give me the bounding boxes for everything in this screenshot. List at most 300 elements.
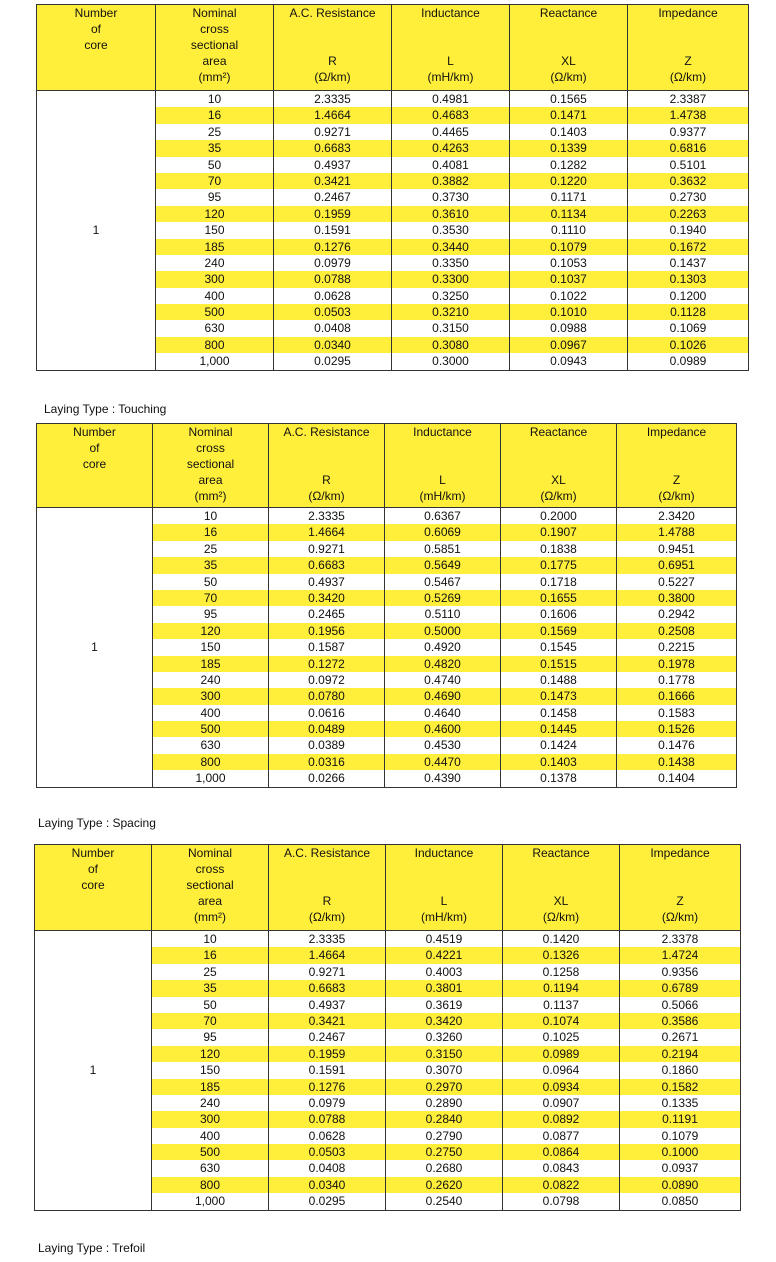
cable-table-trefoil bbox=[34, 844, 741, 1211]
table-cell: 185 bbox=[156, 239, 273, 255]
table-cell: 25 bbox=[156, 124, 273, 140]
header-area: Nominal cross sectional area (mm²) bbox=[156, 5, 274, 91]
table-cell: 0.3421 bbox=[274, 173, 391, 189]
inductance-column bbox=[386, 931, 503, 1211]
table-cell: 0.4937 bbox=[274, 157, 391, 173]
table-cell: 0.4937 bbox=[269, 574, 384, 590]
table-cell: 0.3420 bbox=[269, 590, 384, 606]
table-cell: 0.1200 bbox=[628, 288, 748, 304]
table-cell: 0.1959 bbox=[274, 206, 391, 222]
table-cell: 0.3350 bbox=[392, 255, 509, 271]
table-cell: 1.4724 bbox=[620, 947, 740, 963]
table-cell: 1.4664 bbox=[274, 107, 391, 123]
impedance-column bbox=[617, 508, 737, 788]
table-cell: 0.0788 bbox=[274, 271, 391, 287]
table-cell: 0.9377 bbox=[628, 124, 748, 140]
table-cell: 0.2671 bbox=[620, 1029, 740, 1045]
table-cell: 150 bbox=[156, 222, 273, 238]
table-cell: 0.0989 bbox=[628, 353, 748, 369]
table-cell: 0.1022 bbox=[510, 288, 627, 304]
area-column bbox=[153, 508, 269, 788]
resistance-column bbox=[274, 91, 392, 371]
table-cell: 0.2890 bbox=[386, 1095, 502, 1111]
table-cell: 240 bbox=[153, 672, 268, 688]
table-cell: 16 bbox=[152, 947, 268, 963]
table-cell: 185 bbox=[152, 1079, 268, 1095]
table-cell: 0.0890 bbox=[620, 1177, 740, 1193]
table-cell: 10 bbox=[156, 91, 273, 107]
table-cell: 150 bbox=[153, 639, 268, 655]
table-cell: 0.2508 bbox=[617, 623, 736, 639]
table-cell: 0.1471 bbox=[510, 107, 627, 123]
table-cell: 0.1191 bbox=[620, 1111, 740, 1127]
table-cell: 300 bbox=[153, 688, 268, 704]
table-cell: 0.0389 bbox=[269, 737, 384, 753]
table-cell: 0.0503 bbox=[274, 304, 391, 320]
table-cell: 500 bbox=[152, 1144, 268, 1160]
table-cell: 0.1838 bbox=[501, 541, 616, 557]
table-cell: 2.3420 bbox=[617, 508, 736, 524]
laying-type-caption: Laying Type : Trefoil bbox=[38, 1241, 146, 1255]
table-cell: 0.0489 bbox=[269, 721, 384, 737]
table-cell: 0.0503 bbox=[269, 1144, 385, 1160]
table-cell: 0.6683 bbox=[269, 980, 385, 996]
table-cell: 0.3632 bbox=[628, 173, 748, 189]
table-cell: 16 bbox=[153, 524, 268, 540]
header-area: Nominal cross sectional area (mm²) bbox=[153, 424, 269, 508]
table-cell: 0.1959 bbox=[269, 1046, 385, 1062]
header-reactance: Reactance XL (Ω/km) bbox=[503, 845, 620, 931]
table-cell: 0.0408 bbox=[274, 320, 391, 336]
table-cell: 95 bbox=[152, 1029, 268, 1045]
table-cell: 0.3070 bbox=[386, 1062, 502, 1078]
table-cell: 0.6816 bbox=[628, 140, 748, 156]
table-cell: 0.2194 bbox=[620, 1046, 740, 1062]
table-cell: 0.2970 bbox=[386, 1079, 502, 1095]
table-cell: 0.0295 bbox=[269, 1193, 385, 1209]
header-core: Number of core bbox=[35, 845, 152, 931]
table-cell: 0.3730 bbox=[392, 189, 509, 205]
table-cell: 0.9356 bbox=[620, 964, 740, 980]
table-cell: 0.4221 bbox=[386, 947, 502, 963]
table-cell: 0.1282 bbox=[510, 157, 627, 173]
table-cell: 0.4465 bbox=[392, 124, 509, 140]
table-cell: 0.0340 bbox=[274, 337, 391, 353]
table-cell: 0.4390 bbox=[385, 770, 500, 786]
table-cell: 0.5000 bbox=[385, 623, 500, 639]
table-header bbox=[37, 424, 737, 508]
table-cell: 0.1079 bbox=[510, 239, 627, 255]
table-cell: 0.0850 bbox=[620, 1193, 740, 1209]
core-count: 1 bbox=[37, 91, 156, 371]
resistance-column bbox=[269, 508, 385, 788]
table-cell: 0.2263 bbox=[628, 206, 748, 222]
table-cell: 0.1672 bbox=[628, 239, 748, 255]
table-cell: 0.2680 bbox=[386, 1160, 502, 1176]
table-cell: 0.3882 bbox=[392, 173, 509, 189]
table-cell: 400 bbox=[153, 705, 268, 721]
table-cell: 0.1591 bbox=[274, 222, 391, 238]
table-body bbox=[37, 508, 737, 788]
table-cell: 2.3335 bbox=[274, 91, 391, 107]
table-cell: 0.4640 bbox=[385, 705, 500, 721]
table-cell: 2.3335 bbox=[269, 508, 384, 524]
table-cell: 0.2465 bbox=[269, 606, 384, 622]
table-cell: 240 bbox=[156, 255, 273, 271]
table-cell: 0.1582 bbox=[620, 1079, 740, 1095]
table-cell: 1,000 bbox=[152, 1193, 268, 1209]
header-impedance: Impedance Z (Ω/km) bbox=[620, 845, 741, 931]
table-cell: 95 bbox=[156, 189, 273, 205]
table-cell: 1,000 bbox=[153, 770, 268, 786]
table-cell: 0.6367 bbox=[385, 508, 500, 524]
table-cell: 120 bbox=[156, 206, 273, 222]
table-cell: 0.0408 bbox=[269, 1160, 385, 1176]
table-cell: 120 bbox=[153, 623, 268, 639]
table-cell: 0.0967 bbox=[510, 337, 627, 353]
table-cell: 120 bbox=[152, 1046, 268, 1062]
table-cell: 0.6789 bbox=[620, 980, 740, 996]
header-core: Number of core bbox=[37, 424, 153, 508]
table-cell: 800 bbox=[152, 1177, 268, 1193]
table-cell: 0.1587 bbox=[269, 639, 384, 655]
table-cell: 150 bbox=[152, 1062, 268, 1078]
table-cell: 0.0937 bbox=[620, 1160, 740, 1176]
table-cell: 0.0907 bbox=[503, 1095, 619, 1111]
table-cell: 0.0788 bbox=[269, 1111, 385, 1127]
area-column bbox=[152, 931, 269, 1211]
table-cell: 0.3080 bbox=[392, 337, 509, 353]
table-cell: 0.0864 bbox=[503, 1144, 619, 1160]
table-cell: 10 bbox=[153, 508, 268, 524]
table-cell: 0.2942 bbox=[617, 606, 736, 622]
table-cell: 50 bbox=[156, 157, 273, 173]
table-cell: 0.3530 bbox=[392, 222, 509, 238]
table-cell: 0.5467 bbox=[385, 574, 500, 590]
area-column bbox=[156, 91, 274, 371]
table-cell: 0.1473 bbox=[501, 688, 616, 704]
table-cell: 0.1128 bbox=[628, 304, 748, 320]
table-cell: 0.2000 bbox=[501, 508, 616, 524]
table-cell: 0.0843 bbox=[503, 1160, 619, 1176]
table-cell: 0.1339 bbox=[510, 140, 627, 156]
table-cell: 0.1515 bbox=[501, 656, 616, 672]
table-cell: 0.1565 bbox=[510, 91, 627, 107]
table-cell: 0.5269 bbox=[385, 590, 500, 606]
table-cell: 25 bbox=[152, 964, 268, 980]
table-cell: 35 bbox=[153, 557, 268, 573]
header-core: Number of core bbox=[37, 5, 156, 91]
table-cell: 0.1335 bbox=[620, 1095, 740, 1111]
reactance-column bbox=[503, 931, 620, 1211]
table-cell: 0.0892 bbox=[503, 1111, 619, 1127]
table-cell: 0.0340 bbox=[269, 1177, 385, 1193]
resistance-column bbox=[269, 931, 386, 1211]
table-body bbox=[37, 91, 749, 371]
table-cell: 0.1079 bbox=[620, 1128, 740, 1144]
table-cell: 0.1276 bbox=[274, 239, 391, 255]
header-inductance: Inductance L (mH/km) bbox=[386, 845, 503, 931]
table-cell: 0.3421 bbox=[269, 1013, 385, 1029]
reactance-column bbox=[510, 91, 628, 371]
table-cell: 500 bbox=[156, 304, 273, 320]
table-cell: 0.3210 bbox=[392, 304, 509, 320]
table-cell: 0.1978 bbox=[617, 656, 736, 672]
table-cell: 0.1718 bbox=[501, 574, 616, 590]
table-cell: 0.1272 bbox=[269, 656, 384, 672]
table-cell: 630 bbox=[156, 320, 273, 336]
table-cell: 0.3150 bbox=[386, 1046, 502, 1062]
table-cell: 10 bbox=[152, 931, 268, 947]
table-cell: 0.5110 bbox=[385, 606, 500, 622]
table-cell: 25 bbox=[153, 541, 268, 557]
table-cell: 0.1303 bbox=[628, 271, 748, 287]
header-reactance: Reactance XL (Ω/km) bbox=[510, 5, 628, 91]
table-cell: 0.1378 bbox=[501, 770, 616, 786]
table-cell: 35 bbox=[152, 980, 268, 996]
header-inductance: Inductance L (mH/km) bbox=[392, 5, 510, 91]
table-cell: 0.3260 bbox=[386, 1029, 502, 1045]
header-reactance: Reactance XL (Ω/km) bbox=[501, 424, 617, 508]
table-cell: 0.4003 bbox=[386, 964, 502, 980]
table-cell: 0.3150 bbox=[392, 320, 509, 336]
table-cell: 0.0316 bbox=[269, 754, 384, 770]
table-cell: 0.2750 bbox=[386, 1144, 502, 1160]
table-cell: 0.1403 bbox=[501, 754, 616, 770]
table-cell: 70 bbox=[156, 173, 273, 189]
inductance-column bbox=[392, 91, 510, 371]
table-cell: 0.1860 bbox=[620, 1062, 740, 1078]
header-resistance: A.C. Resistance R (Ω/km) bbox=[269, 424, 385, 508]
table-cell: 0.4820 bbox=[385, 656, 500, 672]
table-cell: 0.4600 bbox=[385, 721, 500, 737]
table-cell: 0.4519 bbox=[386, 931, 502, 947]
laying-type-caption: Laying Type : Touching bbox=[44, 402, 167, 416]
table-cell: 185 bbox=[153, 656, 268, 672]
table-cell: 1.4664 bbox=[269, 524, 384, 540]
table-cell: 0.1420 bbox=[503, 931, 619, 947]
table-cell: 0.2215 bbox=[617, 639, 736, 655]
table-body bbox=[35, 931, 741, 1211]
table-cell: 0.1666 bbox=[617, 688, 736, 704]
table-cell: 0.4981 bbox=[392, 91, 509, 107]
table-cell: 0.5649 bbox=[385, 557, 500, 573]
table-cell: 0.0295 bbox=[274, 353, 391, 369]
table-cell: 0.1775 bbox=[501, 557, 616, 573]
table-cell: 0.0877 bbox=[503, 1128, 619, 1144]
table-cell: 0.1000 bbox=[620, 1144, 740, 1160]
table-cell: 0.9451 bbox=[617, 541, 736, 557]
header-impedance: Impedance Z (Ω/km) bbox=[617, 424, 737, 508]
table-cell: 630 bbox=[152, 1160, 268, 1176]
table-header bbox=[35, 845, 741, 931]
core-count: 1 bbox=[35, 931, 152, 1211]
table-cell: 0.3300 bbox=[392, 271, 509, 287]
reactance-column bbox=[501, 508, 617, 788]
table-cell: 0.3250 bbox=[392, 288, 509, 304]
table-cell: 0.5227 bbox=[617, 574, 736, 590]
table-cell: 0.0798 bbox=[503, 1193, 619, 1209]
table-cell: 0.1069 bbox=[628, 320, 748, 336]
table-cell: 0.1569 bbox=[501, 623, 616, 639]
impedance-column bbox=[620, 931, 741, 1211]
table-cell: 70 bbox=[152, 1013, 268, 1029]
table-cell: 0.3619 bbox=[386, 997, 502, 1013]
table-cell: 630 bbox=[153, 737, 268, 753]
table-cell: 2.3378 bbox=[620, 931, 740, 947]
table-header bbox=[37, 5, 749, 91]
table-cell: 0.1404 bbox=[617, 770, 736, 786]
table-cell: 0.1276 bbox=[269, 1079, 385, 1095]
table-cell: 0.1010 bbox=[510, 304, 627, 320]
table-cell: 0.1220 bbox=[510, 173, 627, 189]
table-cell: 0.2467 bbox=[269, 1029, 385, 1045]
table-cell: 0.0979 bbox=[274, 255, 391, 271]
table-cell: 0.1778 bbox=[617, 672, 736, 688]
header-impedance: Impedance Z (Ω/km) bbox=[628, 5, 749, 91]
table-cell: 0.4470 bbox=[385, 754, 500, 770]
table-cell: 800 bbox=[156, 337, 273, 353]
table-cell: 0.0780 bbox=[269, 688, 384, 704]
table-cell: 0.0972 bbox=[269, 672, 384, 688]
table-cell: 0.1458 bbox=[501, 705, 616, 721]
table-cell: 0.6951 bbox=[617, 557, 736, 573]
table-cell: 1.4664 bbox=[269, 947, 385, 963]
header-inductance: Inductance L (mH/km) bbox=[385, 424, 501, 508]
cable-table-spacing bbox=[36, 423, 737, 788]
table-cell: 0.4683 bbox=[392, 107, 509, 123]
table-cell: 0.3000 bbox=[392, 353, 509, 369]
table-cell: 0.9271 bbox=[269, 964, 385, 980]
table-cell: 0.2730 bbox=[628, 189, 748, 205]
table-cell: 0.1940 bbox=[628, 222, 748, 238]
table-cell: 0.0628 bbox=[269, 1128, 385, 1144]
table-cell: 0.0934 bbox=[503, 1079, 619, 1095]
table-cell: 0.3800 bbox=[617, 590, 736, 606]
table-cell: 0.2540 bbox=[386, 1193, 502, 1209]
table-cell: 0.1194 bbox=[503, 980, 619, 996]
table-cell: 400 bbox=[152, 1128, 268, 1144]
table-cell: 0.4690 bbox=[385, 688, 500, 704]
table-cell: 0.1907 bbox=[501, 524, 616, 540]
table-cell: 0.0988 bbox=[510, 320, 627, 336]
table-cell: 70 bbox=[153, 590, 268, 606]
table-cell: 0.1655 bbox=[501, 590, 616, 606]
table-cell: 0.2620 bbox=[386, 1177, 502, 1193]
table-cell: 0.3801 bbox=[386, 980, 502, 996]
table-cell: 95 bbox=[153, 606, 268, 622]
table-cell: 0.0964 bbox=[503, 1062, 619, 1078]
table-cell: 0.4530 bbox=[385, 737, 500, 753]
table-cell: 0.6683 bbox=[274, 140, 391, 156]
table-cell: 0.6069 bbox=[385, 524, 500, 540]
table-cell: 0.0616 bbox=[269, 705, 384, 721]
table-cell: 0.1258 bbox=[503, 964, 619, 980]
table-cell: 0.3610 bbox=[392, 206, 509, 222]
table-cell: 300 bbox=[152, 1111, 268, 1127]
laying-type-caption: Laying Type : Spacing bbox=[38, 816, 156, 830]
table-cell: 0.9271 bbox=[269, 541, 384, 557]
table-cell: 0.1545 bbox=[501, 639, 616, 655]
table-cell: 0.5101 bbox=[628, 157, 748, 173]
table-cell: 50 bbox=[153, 574, 268, 590]
table-cell: 35 bbox=[156, 140, 273, 156]
cable-table-touching bbox=[36, 4, 749, 371]
table-cell: 0.3440 bbox=[392, 239, 509, 255]
table-cell: 0.1526 bbox=[617, 721, 736, 737]
table-cell: 2.3387 bbox=[628, 91, 748, 107]
inductance-column bbox=[385, 508, 501, 788]
table-cell: 0.4920 bbox=[385, 639, 500, 655]
table-cell: 0.1438 bbox=[617, 754, 736, 770]
table-cell: 0.1037 bbox=[510, 271, 627, 287]
table-cell: 0.4081 bbox=[392, 157, 509, 173]
table-cell: 0.4740 bbox=[385, 672, 500, 688]
table-cell: 0.1488 bbox=[501, 672, 616, 688]
core-count: 1 bbox=[37, 508, 153, 788]
table-cell: 0.1956 bbox=[269, 623, 384, 639]
table-cell: 0.1134 bbox=[510, 206, 627, 222]
table-cell: 0.5851 bbox=[385, 541, 500, 557]
table-cell: 0.0989 bbox=[503, 1046, 619, 1062]
table-cell: 0.6683 bbox=[269, 557, 384, 573]
table-cell: 0.4937 bbox=[269, 997, 385, 1013]
table-cell: 0.1110 bbox=[510, 222, 627, 238]
table-cell: 1.4788 bbox=[617, 524, 736, 540]
table-cell: 0.0266 bbox=[269, 770, 384, 786]
table-cell: 0.5066 bbox=[620, 997, 740, 1013]
table-cell: 800 bbox=[153, 754, 268, 770]
table-cell: 0.1326 bbox=[503, 947, 619, 963]
table-cell: 0.1137 bbox=[503, 997, 619, 1013]
header-area: Nominal cross sectional area (mm²) bbox=[152, 845, 269, 931]
table-cell: 400 bbox=[156, 288, 273, 304]
table-cell: 1.4738 bbox=[628, 107, 748, 123]
table-cell: 240 bbox=[152, 1095, 268, 1111]
table-cell: 0.1025 bbox=[503, 1029, 619, 1045]
header-resistance: A.C. Resistance R (Ω/km) bbox=[269, 845, 386, 931]
table-cell: 0.1171 bbox=[510, 189, 627, 205]
table-cell: 0.1437 bbox=[628, 255, 748, 271]
table-cell: 2.3335 bbox=[269, 931, 385, 947]
table-cell: 0.2840 bbox=[386, 1111, 502, 1127]
table-cell: 0.1424 bbox=[501, 737, 616, 753]
table-cell: 50 bbox=[152, 997, 268, 1013]
table-cell: 0.1445 bbox=[501, 721, 616, 737]
impedance-column bbox=[628, 91, 749, 371]
table-cell: 0.0822 bbox=[503, 1177, 619, 1193]
table-cell: 16 bbox=[156, 107, 273, 123]
table-cell: 0.2467 bbox=[274, 189, 391, 205]
table-cell: 0.0628 bbox=[274, 288, 391, 304]
table-cell: 0.1403 bbox=[510, 124, 627, 140]
table-cell: 0.1583 bbox=[617, 705, 736, 721]
table-cell: 0.1026 bbox=[628, 337, 748, 353]
table-cell: 0.0979 bbox=[269, 1095, 385, 1111]
table-cell: 0.1476 bbox=[617, 737, 736, 753]
table-cell: 500 bbox=[153, 721, 268, 737]
table-cell: 0.1591 bbox=[269, 1062, 385, 1078]
table-cell: 0.3586 bbox=[620, 1013, 740, 1029]
table-cell: 0.0943 bbox=[510, 353, 627, 369]
table-cell: 0.3420 bbox=[386, 1013, 502, 1029]
header-resistance: A.C. Resistance R (Ω/km) bbox=[274, 5, 392, 91]
table-cell: 0.1074 bbox=[503, 1013, 619, 1029]
table-cell: 300 bbox=[156, 271, 273, 287]
table-cell: 1,000 bbox=[156, 353, 273, 369]
table-cell: 0.4263 bbox=[392, 140, 509, 156]
table-cell: 0.1606 bbox=[501, 606, 616, 622]
